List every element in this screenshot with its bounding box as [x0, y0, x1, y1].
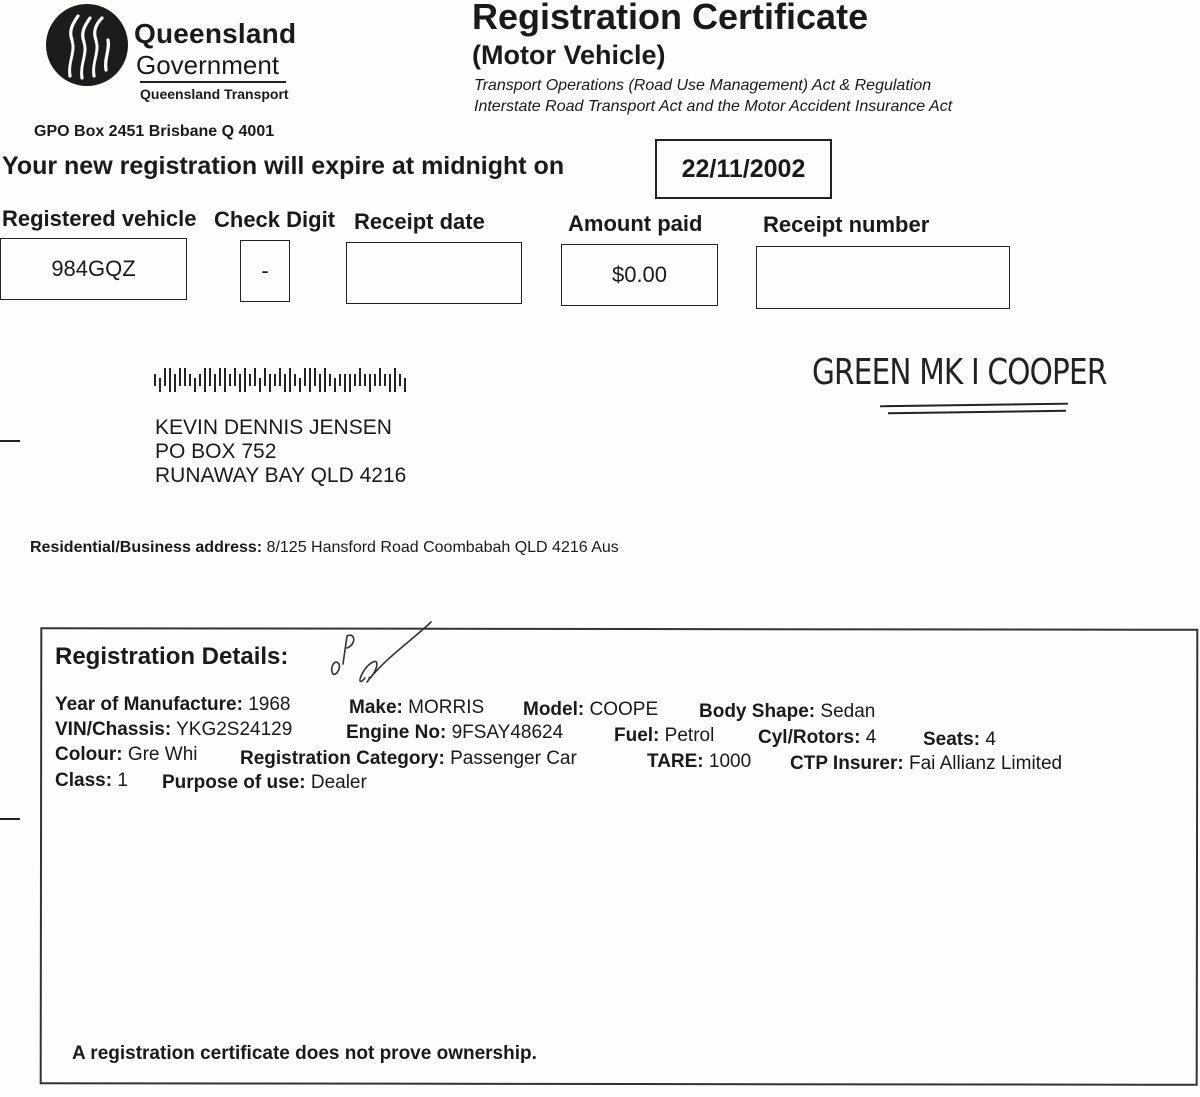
model-value: COOPE [589, 699, 659, 720]
year-value: 1968 [248, 694, 291, 715]
ctp-value: Fai Allianz Limited [908, 753, 1063, 774]
purpose-label: Purpose of use: [162, 772, 306, 793]
detail-engine [346, 722, 563, 744]
fuel-value: Petrol [664, 725, 715, 746]
colour-label: Colour: [55, 744, 123, 765]
colour-value: Gre Whi [127, 744, 198, 765]
page-title: Registration Certificate [472, 0, 869, 37]
mailing-address [155, 416, 406, 488]
detail-fuel [614, 725, 714, 747]
engine-label: Engine No: [346, 722, 447, 743]
amount-paid-field: $0.00 [561, 244, 718, 306]
detail-cyl [758, 727, 876, 749]
residential-value: 8/125 Hansford Road Coombabah QLD 4216 Aus [266, 539, 619, 556]
tare-label: TARE: [647, 751, 704, 772]
make-value: MORRIS [408, 697, 485, 718]
fuel-label: Fuel: [614, 725, 660, 746]
receipt-date-field [346, 242, 522, 304]
queensland-logo-icon [46, 4, 128, 86]
cyl-label: Cyl/Rotors: [758, 727, 861, 748]
detail-ctp [790, 753, 1062, 775]
detail-year [55, 694, 291, 716]
ownership-disclaimer: A registration certificate does not prove ownership. [72, 1043, 537, 1064]
make-label: Make: [349, 697, 403, 718]
detail-vin [55, 719, 292, 741]
handwritten-note: GREEN MK I COOPER [812, 352, 1107, 393]
vin-label: VIN/Chassis: [55, 719, 172, 740]
category-value: Passenger Car [450, 748, 577, 769]
detail-tare [647, 751, 751, 773]
check-digit-field: - [240, 240, 290, 302]
handwritten-underline [888, 410, 1066, 414]
body-label: Body Shape: [699, 701, 816, 722]
postal-address: GPO Box 2451 Brisbane Q 4001 [34, 123, 275, 140]
page-subtitle: (Motor Vehicle) [472, 40, 666, 70]
engine-value: 9FSAY48624 [451, 722, 564, 743]
ctp-label: CTP Insurer: [790, 753, 904, 774]
body-value: Sedan [820, 701, 876, 722]
act-line-2: Interstate Road Transport Act and the Motor Accident Insurance Act [474, 98, 953, 115]
receipt-date-label: Receipt date [354, 209, 485, 234]
residential-address [30, 539, 619, 557]
expiry-date-box: 22/11/2002 [655, 139, 832, 199]
address-line-2: PO BOX 752 [155, 440, 277, 463]
year-label: Year of Manufacture: [55, 694, 243, 715]
address-line-3: RUNAWAY BAY QLD 4216 [155, 464, 407, 487]
postal-barcode [154, 368, 410, 392]
divider [140, 81, 286, 83]
fold-mark [0, 440, 20, 442]
receipt-number-label: Receipt number [763, 212, 930, 237]
tare-value: 1000 [708, 751, 752, 772]
detail-category [240, 748, 577, 770]
residential-label: Residential/Business address: [30, 539, 263, 556]
legislation-text [474, 75, 952, 117]
cyl-value: 4 [865, 727, 877, 748]
detail-body-shape [699, 701, 875, 723]
expiry-text: Your new registration will expire at midnight on [2, 152, 565, 180]
check-digit-label: Check Digit [214, 207, 336, 232]
handwritten-underline [880, 403, 1068, 408]
gov-name: Queensland [134, 18, 297, 49]
class-value: 1 [117, 770, 128, 791]
gov-subname: Government [136, 50, 280, 80]
receipt-number-field [756, 246, 1010, 309]
registered-vehicle-label: Registered vehicle [2, 206, 197, 231]
detail-colour [55, 744, 198, 766]
amount-paid-label: Amount paid [568, 211, 703, 236]
detail-model [523, 699, 658, 721]
handwritten-initials-icon [325, 618, 435, 698]
department-name: Queensland Transport [140, 86, 289, 102]
seats-label: Seats: [923, 729, 981, 750]
registered-vehicle-field: 984GQZ [0, 238, 187, 300]
act-line-1: Transport Operations (Road Use Management) Act & Regulation [474, 77, 932, 94]
detail-class [55, 770, 128, 792]
class-label: Class: [55, 770, 113, 791]
category-label: Registration Category: [240, 748, 445, 769]
detail-purpose [162, 772, 367, 794]
detail-make [349, 697, 484, 719]
fold-mark [0, 818, 20, 820]
owner-name: KEVIN DENNIS JENSEN [155, 416, 392, 439]
registration-details-title: Registration Details: [55, 643, 289, 670]
model-label: Model: [523, 699, 585, 720]
detail-seats [923, 729, 996, 751]
vin-value: YKG2S24129 [176, 719, 293, 740]
seats-value: 4 [985, 729, 996, 750]
purpose-value: Dealer [310, 772, 367, 793]
